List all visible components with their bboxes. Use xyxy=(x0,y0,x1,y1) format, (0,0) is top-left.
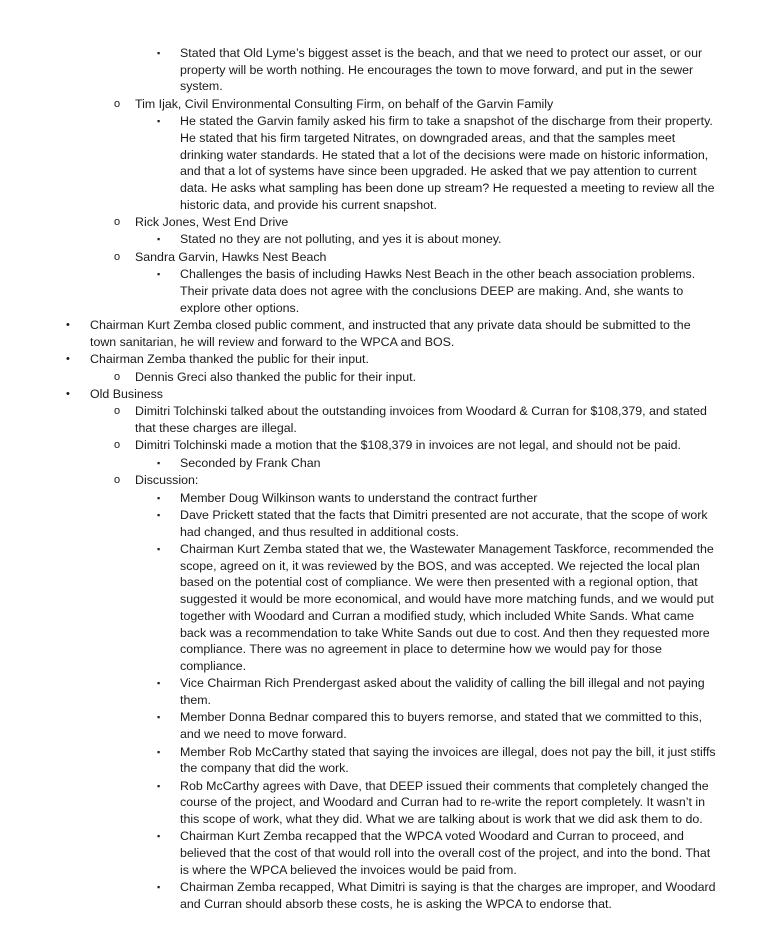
bullet-item-level-2 xyxy=(0,369,720,386)
bullet-item-level-3 xyxy=(0,744,720,777)
bullet-item-level-3 xyxy=(0,113,720,213)
bullet-text: Seconded by Frank Chan xyxy=(180,455,321,470)
bullet-marker: ▪ xyxy=(157,269,161,280)
bullet-marker: ▪ xyxy=(157,712,161,723)
bullet-item-level-1 xyxy=(0,351,720,368)
bullet-item-level-3 xyxy=(0,675,720,708)
bullet-item-level-2 xyxy=(0,96,720,113)
bullet-marker: ▪ xyxy=(157,457,161,468)
bullet-item-level-3 xyxy=(0,879,720,912)
bullet-text: Sandra Garvin, Hawks Nest Beach xyxy=(135,249,327,264)
minutes-document xyxy=(0,45,765,913)
bullet-item-level-1 xyxy=(0,386,720,403)
bullet-text: Vice Chairman Rich Prendergast asked about the validity of calling the bill illegal and not paying them. xyxy=(180,676,705,708)
bullet-text: Stated that Old Lyme’s biggest asset is the beach, and that we need to protect our asset, or our property will be worth nothing. He encourages the town to move forward, and put in the sewer system. xyxy=(180,46,703,94)
bullet-text: Challenges the basis of including Hawks Nest Beach in the other beach association problems. Their private data does not agree with the conclusions DEEP are making. And, she wants to explore other options. xyxy=(180,267,696,315)
bullet-marker: ▪ xyxy=(157,780,161,791)
bullet-marker: ▪ xyxy=(157,509,161,520)
bullet-marker: ▪ xyxy=(157,882,161,893)
bullet-marker: ▪ xyxy=(157,234,161,245)
bullet-item-level-3 xyxy=(0,507,720,540)
bullet-item-level-3 xyxy=(0,231,720,248)
bullet-item-level-2 xyxy=(0,472,720,489)
bullet-item-level-3 xyxy=(0,541,720,675)
bullet-marker: ▪ xyxy=(157,116,161,127)
bullet-marker: o xyxy=(114,439,121,452)
bullet-item-level-2 xyxy=(0,403,720,436)
bullet-text: Member Doug Wilkinson wants to understand the contract further xyxy=(180,490,538,505)
bullet-marker: • xyxy=(66,319,70,332)
bullet-marker: o xyxy=(114,405,121,418)
bullet-text: Chairman Kurt Zemba closed public comment, and instructed that any private data should be submitted to the town sanitarian, he will review and forward to the WPCA and BOS. xyxy=(90,318,691,349)
bullet-item-level-2 xyxy=(0,214,720,231)
bullet-text: Chairman Zemba recapped, What Dimitri is saying is that the charges are improper, and Woodard and Curran should absorb these costs, he is asking the WPCA to endorse that. xyxy=(180,880,716,911)
bullet-text: Member Donna Bednar compared this to buyers remorse, and stated that we committed to this, and we need to move forward. xyxy=(180,710,703,742)
bullet-marker: ▪ xyxy=(157,831,161,842)
bullet-item-level-3 xyxy=(0,778,720,828)
bullet-text: Chairman Kurt Zemba stated that we, the Wastewater Management Taskforce, recommended the scope, agreed on it, it was reviewed by the BOS, and was accepted. We rejected the local plan based on the potential cost of compliance. We were then presented with a regional option, that suggested it would be more economical, and would have more matching funds, and we would put together with Woodard and Curran a modified study, which included White Sands. What came back was a recommendation to take White Sands out due to cost. And then they requested more compliance. There was no agreement in place to determine how we would pay for those compliance. xyxy=(180,542,714,673)
bullet-marker: ▪ xyxy=(157,746,161,757)
bullet-item-level-3 xyxy=(0,455,720,472)
bullet-marker: • xyxy=(66,353,70,366)
bullet-marker: ▪ xyxy=(157,48,161,58)
bullet-text: Old Business xyxy=(90,386,164,401)
bullet-item-level-3 xyxy=(0,490,720,507)
bullet-text: Dennis Greci also thanked the public for their input. xyxy=(135,369,417,384)
bullet-marker: ▪ xyxy=(157,678,161,689)
bullet-item-level-2 xyxy=(0,249,720,266)
bullet-text: Discussion: xyxy=(135,473,199,488)
bullet-marker: o xyxy=(114,97,121,110)
bullet-text: Chairman Zemba thanked the public for their input. xyxy=(90,352,369,367)
bullet-item-level-2 xyxy=(0,437,720,454)
bullet-marker: o xyxy=(114,216,121,229)
bullet-text: Chairman Kurt Zemba recapped that the WPCA voted Woodard and Curran to proceed, and believed that the cost of that would roll into the overall cost of the project, and into the bond. That is where the WPCA believed the invoices would be paid from. xyxy=(180,829,711,877)
bullet-marker: • xyxy=(66,387,70,400)
bullet-marker: ▪ xyxy=(157,492,161,503)
bullet-text: Member Rob McCarthy stated that saying the invoices are illegal, does not pay the bill, it just stiffs the company that did the work. xyxy=(180,744,716,776)
bullet-text: Stated no they are not polluting, and yes it is about money. xyxy=(180,232,502,247)
bullet-marker: ▪ xyxy=(157,544,161,555)
bullet-text: Dave Prickett stated that the facts that Dimitri presented are not accurate, that the scope of work had changed, and thus resulted in additional costs. xyxy=(180,507,708,539)
bullet-text: Dimitri Tolchinski made a motion that the $108,379 in invoices are not legal, and should not be paid. xyxy=(135,438,681,453)
bullet-marker: o xyxy=(114,250,121,263)
bullet-item-level-3 xyxy=(0,709,720,742)
bullet-text: Rick Jones, West End Drive xyxy=(135,215,289,230)
bullet-text: Dimitri Tolchinski talked about the outstanding invoices from Woodard & Curran for $108,379, and stated that these charges are illegal. xyxy=(135,404,707,436)
bullet-text: Rob McCarthy agrees with Dave, that DEEP issued their comments that completely changed the course of the project, and Woodard and Curran had to re-write the report completely. It wasn’t in this scope of work, what they did. What we are talking about is work that we did ask them to do. xyxy=(180,778,709,827)
bullet-marker: o xyxy=(114,370,121,383)
bullet-marker: o xyxy=(114,474,121,487)
bullet-item-level-3 xyxy=(0,45,720,95)
bullet-item-level-3 xyxy=(0,828,720,878)
bullet-item-level-3 xyxy=(0,266,720,316)
bullet-text: He stated the Garvin family asked his firm to take a snapshot of the discharge from their property. He stated that his firm targeted Nitrates, on downgraded areas, and that the samples meet drinking water standards. He stated that a lot of the decisions were made on historic information, and that a lot of systems have since been upgraded. He asked that we pay attention to current data. He asks what sampling has been done up stream? He requested a meeting to review all the historic data, and provide his current snapshot. xyxy=(180,114,715,212)
bullet-text: Tim Ijak, Civil Environmental Consulting Firm, on behalf of the Garvin Family xyxy=(135,96,554,111)
bullet-item-level-1 xyxy=(0,317,720,350)
